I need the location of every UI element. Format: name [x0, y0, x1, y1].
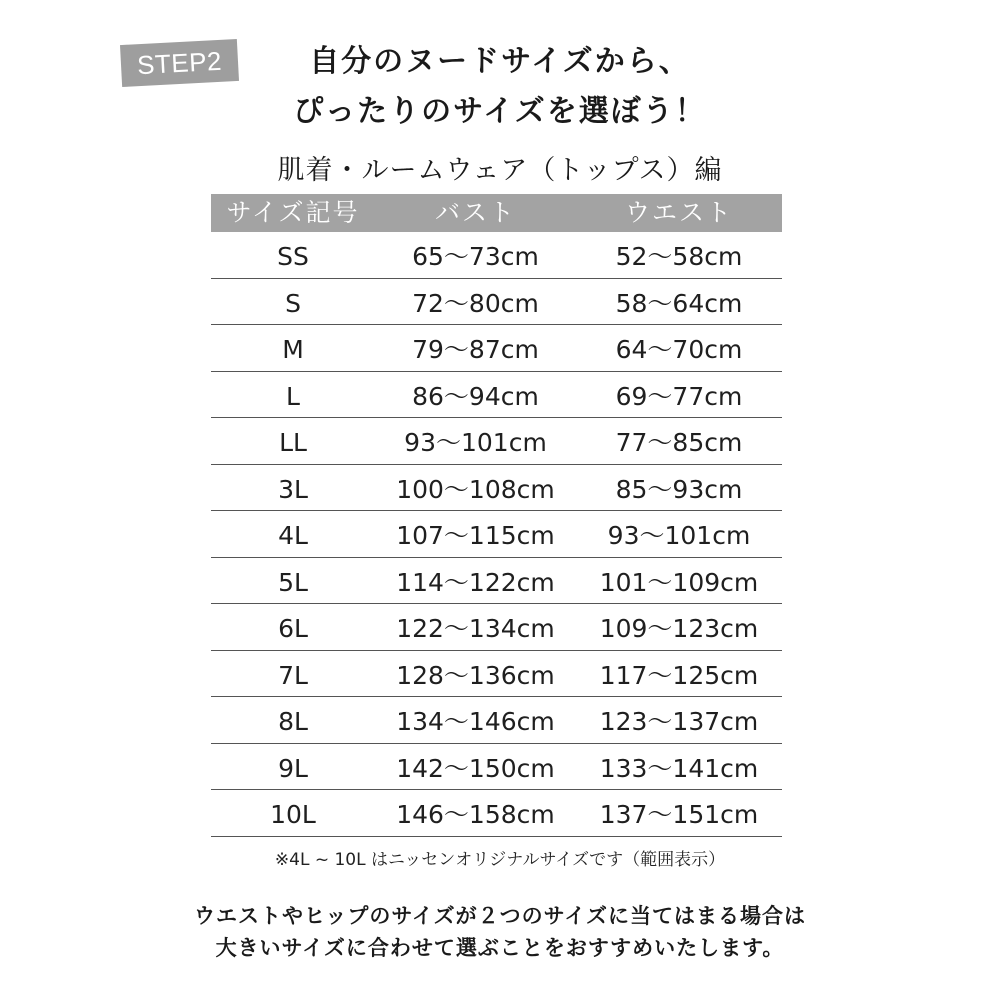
cell-bust: 114〜122cm	[396, 567, 555, 597]
cell-size-code: S	[285, 288, 301, 318]
cell-bust: 142〜150cm	[396, 753, 555, 783]
cell-size-code: 5L	[278, 567, 308, 597]
cell-waist: 117〜125cm	[599, 660, 759, 690]
cell-bust: 86〜94cm	[412, 381, 539, 411]
table-row	[211, 558, 782, 605]
cell-size-code: 7L	[278, 660, 308, 690]
headline-line-1: 自分のヌードサイズから、	[309, 44, 691, 79]
cell-bust: 134〜146cm	[396, 707, 555, 736]
header-bust: バスト	[434, 198, 516, 227]
table-row	[211, 325, 782, 372]
cell-waist: 64〜70cm	[615, 335, 743, 364]
header-size-code: サイズ記号	[226, 198, 360, 227]
table-row	[211, 232, 782, 279]
table-row	[211, 279, 782, 326]
table-row	[211, 418, 782, 465]
table-row	[211, 651, 782, 698]
cell-waist: 77〜85cm	[615, 428, 743, 457]
table-row	[211, 372, 782, 419]
cell-bust: 100〜108cm	[396, 474, 555, 504]
cell-size-code: 8L	[278, 707, 308, 736]
recommendation-line-1: ウエストやヒップのサイズが２つのサイズに当てはまる場合は	[193, 904, 806, 928]
footnote: ※4L ~ 10L はニッセンオリジナルサイズです（範囲表示）	[274, 850, 726, 870]
step-badge: STEP2	[120, 39, 239, 87]
cell-waist: 69〜77cm	[615, 381, 743, 411]
cell-waist: 58〜64cm	[615, 288, 743, 318]
table-row	[211, 790, 782, 837]
cell-bust: 65〜73cm	[412, 242, 539, 271]
cell-bust: 122〜134cm	[396, 614, 555, 643]
cell-size-code: 10L	[270, 800, 316, 829]
header-waist: ウエスト	[624, 198, 733, 227]
cell-bust: 79〜87cm	[412, 335, 539, 364]
cell-size-code: L	[286, 381, 300, 411]
cell-waist: 93〜101cm	[607, 521, 751, 550]
table-title: 肌着・ルームウェア（トップス）編	[277, 155, 723, 186]
table-body	[211, 232, 782, 837]
cell-waist: 52〜58cm	[615, 242, 743, 271]
cell-bust: 128〜136cm	[396, 660, 555, 690]
recommendation-line-2: 大きいサイズに合わせて選ぶことをおすすめいたします。	[215, 936, 785, 960]
cell-bust: 93〜101cm	[404, 428, 547, 457]
cell-size-code: 3L	[278, 474, 308, 504]
cell-waist: 101〜109cm	[599, 567, 759, 597]
cell-waist: 123〜137cm	[599, 707, 759, 736]
cell-bust: 72〜80cm	[412, 288, 539, 318]
cell-bust: 146〜158cm	[396, 800, 555, 829]
table-row	[211, 465, 782, 512]
cell-waist: 137〜151cm	[599, 800, 759, 829]
cell-size-code: M	[282, 335, 304, 364]
cell-waist: 109〜123cm	[599, 614, 759, 643]
table-row	[211, 511, 782, 558]
table-header	[211, 194, 782, 232]
cell-bust: 107〜115cm	[396, 521, 555, 550]
size-table	[211, 194, 782, 837]
headline-line-2: ぴったりのサイズを選ぼう！	[293, 94, 707, 129]
cell-waist: 133〜141cm	[599, 753, 759, 783]
table-row	[211, 744, 782, 791]
table-row	[211, 604, 782, 651]
cell-waist: 85〜93cm	[615, 474, 743, 504]
cell-size-code: SS	[277, 242, 309, 271]
cell-size-code: 6L	[278, 614, 308, 643]
cell-size-code: 9L	[278, 753, 308, 783]
cell-size-code: 4L	[278, 521, 308, 550]
cell-size-code: LL	[279, 428, 307, 457]
table-row	[211, 697, 782, 744]
